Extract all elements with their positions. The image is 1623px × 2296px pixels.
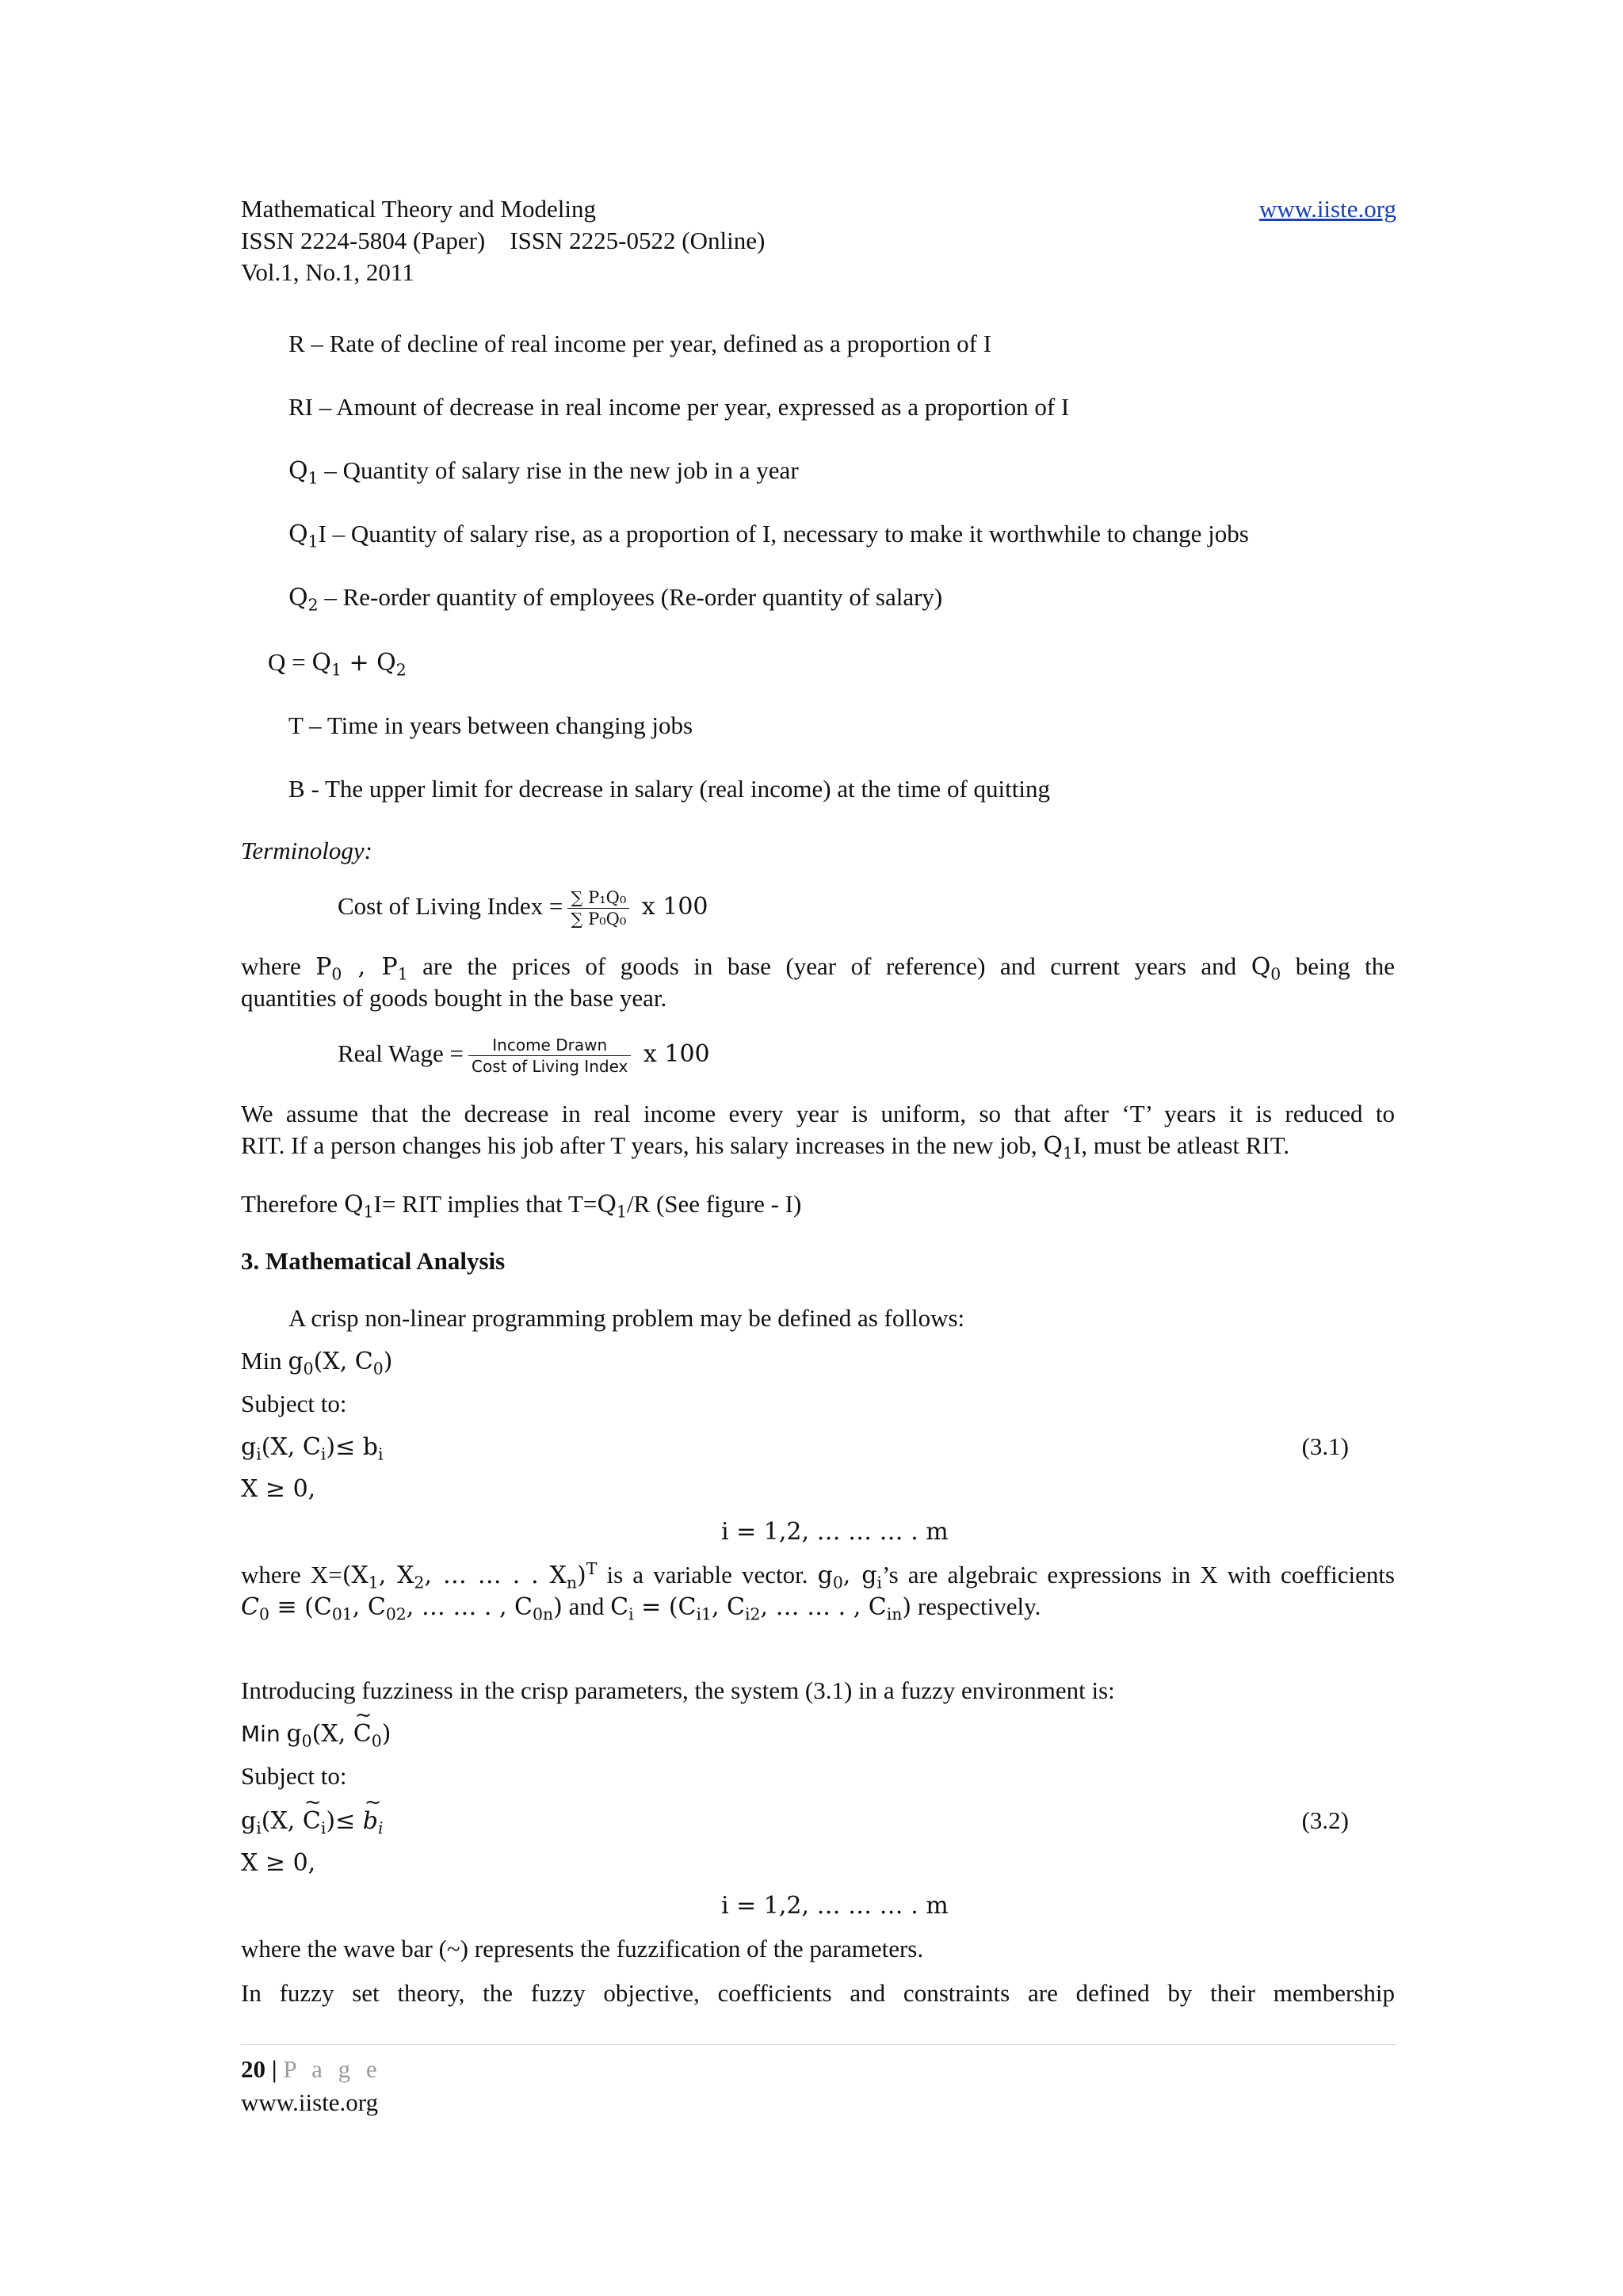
def-b: B - The upper limit for decrease in salary (real income) at the time of quitting — [288, 775, 1050, 803]
prices-definition-line-2: quantities of goods bought in the base year. — [241, 984, 667, 1012]
fuzzy-subject-to: Subject to: — [241, 1762, 347, 1790]
crisp-intro: A crisp non-linear programming problem may be defined as follows: — [288, 1304, 965, 1332]
section-heading: 3. Mathematical Analysis — [241, 1247, 506, 1275]
footer-website: www.iiste.org — [241, 2088, 379, 2116]
page-footer: 20 | P a g e — [241, 2055, 382, 2083]
def-t: T – Time in years between changing jobs — [288, 711, 693, 739]
assumption-line-1: We assume that the decrease in real income every year is uniform, so that after ‘T’ years it is reduced to — [241, 1100, 1395, 1127]
coefficients-line: $C_0 \equiv (C_{01}$, $C_{02}$, … … . , $C_{0n}$) and $C_i = (C_{i1}$, $C_{i2}$, … … . , $C_{in}$) respectively. — [241, 1592, 1041, 1624]
footer-divider — [241, 2044, 1396, 2045]
therefore-line: Therefore $Q_1I=$ RIT implies that $T=Q_1/R$ (See figure - I) — [241, 1190, 802, 1222]
def-q1: $Q_1$ – Quantity of salary rise in the new job in a year — [288, 456, 799, 488]
variable-vector-line: where $X=(X_1$, $X_2$, … … . . $X_n)^T$ is a variable vector. $g_0$, $g_i’s$ are algebraic expressions in X with coefficients — [241, 1558, 1395, 1592]
equation-number-3-2: (3.2) — [1301, 1806, 1349, 1834]
def-q1i: $Q_1I$ – Quantity of salary rise, as a proportion of I, necessary to make it worthwhile to change jobs — [288, 520, 1249, 551]
fuzzy-objective: Min $g_0(X$, ~ $C_0$) — [241, 1718, 391, 1750]
fuzzy-constraint: $g_i(X$, ~ $C_i)\le$ ~ $b_i$ — [241, 1805, 384, 1837]
equation-number-3-1: (3.1) — [1301, 1432, 1349, 1460]
fuzzy-intro: Introducing fuzziness in the crisp parameters, the system (3.1) in a fuzzy environment is: — [241, 1676, 1115, 1704]
wave-bar-note: where the wave bar (~) represents the fuzzification of the parameters. — [241, 1935, 924, 1962]
crisp-index-range: i = 1,2, … … … . m — [721, 1518, 949, 1546]
terminology-heading: Terminology: — [241, 837, 372, 864]
assumption-line-2: RIT. If a person changes his job after T years, his salary increases in the new job, $Q_1I$, must be atleast RIT. — [241, 1131, 1290, 1163]
fuzzy-nonnegativity: X ≥ 0, — [241, 1849, 316, 1877]
issn-line: ISSN 2224-5804 (Paper) ISSN 2225-0522 (Online) — [241, 227, 766, 254]
real-wage-fraction: $\frac{\text{Income Drawn}}{\text{Cost of Living Index}}$ — [468, 1035, 631, 1077]
def-ri: RI – Amount of decrease in real income per year, expressed as a proportion of I — [288, 393, 1070, 421]
journal-website-link[interactable]: www.iiste.org — [1258, 195, 1396, 223]
cli-fraction: $\frac{\text{∑ P₁Q₀}}{\text{∑ P₀Q₀}}$ — [567, 887, 629, 929]
q-sum-equation: $Q = Q_1 + Q_2$ — [268, 648, 407, 680]
def-q2: $Q_2$ – Re-order quantity of employees (Re-order quantity of salary) — [288, 583, 943, 615]
cost-of-living-formula: Cost of Living Index = $\frac{\text{∑ P₁Q₀}}{\text{∑ P₀Q₀}}$ x 100 — [338, 888, 708, 929]
page-number: 20 — [241, 2055, 265, 2083]
crisp-objective: Min $g_0(X$, $C_0$) — [241, 1347, 393, 1379]
fuzzy-index-range: i = 1,2, … … … . m — [721, 1892, 949, 1920]
volume-line: Vol.1, No.1, 2011 — [241, 258, 414, 286]
crisp-nonnegativity: X ≥ 0, — [241, 1475, 316, 1503]
fuzzy-set-theory-line: In fuzzy set theory, the fuzzy objective, coefficients and constraints are defined by their membership — [241, 1979, 1395, 2007]
def-r: R – Rate of decline of real income per year, defined as a proportion of I — [288, 330, 992, 357]
crisp-subject-to: Subject to: — [241, 1390, 347, 1417]
prices-definition-line-1: where $P_0$ , $P_1$ are the prices of goods in base (year of reference) and current years and $Q_0$ being the — [241, 952, 1396, 984]
page-label: P a g e — [283, 2055, 382, 2083]
crisp-constraint: $g_i(X$, $C_i)\le b_i$ — [241, 1433, 384, 1464]
journal-title: Mathematical Theory and Modeling — [241, 195, 596, 223]
real-wage-formula: Real Wage = $\frac{\text{Income Drawn}}{\text{Cost of Living Index}}$ x 100 — [338, 1035, 710, 1077]
